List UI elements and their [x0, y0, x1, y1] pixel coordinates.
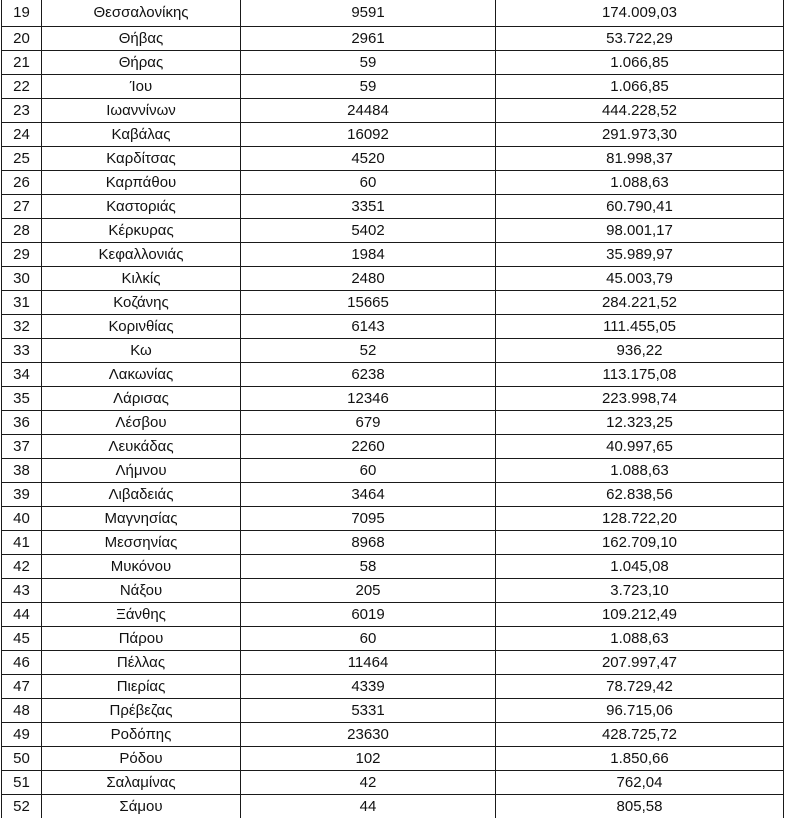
region-name-cell: Πάρου — [42, 627, 241, 651]
row-number-cell: 24 — [2, 123, 42, 147]
region-name-cell: Κέρκυρας — [42, 219, 241, 243]
count-cell: 2260 — [241, 435, 496, 459]
row-number-cell: 35 — [2, 387, 42, 411]
amount-cell: 428.725,72 — [496, 723, 784, 747]
region-name-cell: Ξάνθης — [42, 603, 241, 627]
table-row — [2, 483, 784, 507]
row-number-cell: 47 — [2, 675, 42, 699]
count-cell: 4520 — [241, 147, 496, 171]
table-row — [2, 459, 784, 483]
region-name-cell: Κορινθίας — [42, 315, 241, 339]
count-cell: 11464 — [241, 651, 496, 675]
amount-cell: 1.088,63 — [496, 171, 784, 195]
count-cell: 5402 — [241, 219, 496, 243]
row-number-cell: 46 — [2, 651, 42, 675]
amount-cell: 936,22 — [496, 339, 784, 363]
row-number-cell: 22 — [2, 75, 42, 99]
amount-cell: 113.175,08 — [496, 363, 784, 387]
table-row — [2, 147, 784, 171]
amount-cell: 111.455,05 — [496, 315, 784, 339]
row-number-cell: 44 — [2, 603, 42, 627]
row-number-cell: 32 — [2, 315, 42, 339]
amount-cell: 762,04 — [496, 771, 784, 795]
amount-cell: 40.997,65 — [496, 435, 784, 459]
region-name-cell: Ιωαννίνων — [42, 99, 241, 123]
row-number-cell: 50 — [2, 747, 42, 771]
amount-cell: 128.722,20 — [496, 507, 784, 531]
region-name-cell: Ρόδου — [42, 747, 241, 771]
row-number-cell: 23 — [2, 99, 42, 123]
amount-cell: 1.088,63 — [496, 627, 784, 651]
amount-cell: 162.709,10 — [496, 531, 784, 555]
table-row — [2, 531, 784, 555]
count-cell: 5331 — [241, 699, 496, 723]
region-name-cell: Κω — [42, 339, 241, 363]
count-cell: 6143 — [241, 315, 496, 339]
row-number-cell: 38 — [2, 459, 42, 483]
count-cell: 59 — [241, 75, 496, 99]
count-cell: 60 — [241, 459, 496, 483]
table-row — [2, 171, 784, 195]
amount-cell: 96.715,06 — [496, 699, 784, 723]
count-cell: 60 — [241, 627, 496, 651]
region-name-cell: Λακωνίας — [42, 363, 241, 387]
row-number-cell: 45 — [2, 627, 42, 651]
data-table — [1, 0, 784, 818]
count-cell: 2480 — [241, 267, 496, 291]
table-row — [2, 315, 784, 339]
amount-cell: 53.722,29 — [496, 27, 784, 51]
table-row — [2, 747, 784, 771]
row-number-cell: 26 — [2, 171, 42, 195]
region-name-cell: Λάρισας — [42, 387, 241, 411]
region-name-cell: Μυκόνου — [42, 555, 241, 579]
table-row — [2, 123, 784, 147]
region-name-cell: Νάξου — [42, 579, 241, 603]
region-name-cell: Κοζάνης — [42, 291, 241, 315]
table-row — [2, 507, 784, 531]
region-name-cell: Καρπάθου — [42, 171, 241, 195]
region-name-cell: Θεσσαλονίκης — [42, 0, 241, 27]
count-cell: 52 — [241, 339, 496, 363]
row-number-cell: 19 — [2, 0, 42, 27]
table-row — [2, 219, 784, 243]
count-cell: 58 — [241, 555, 496, 579]
count-cell: 12346 — [241, 387, 496, 411]
count-cell: 60 — [241, 171, 496, 195]
table-row — [2, 243, 784, 267]
amount-cell: 35.989,97 — [496, 243, 784, 267]
row-number-cell: 27 — [2, 195, 42, 219]
count-cell: 6238 — [241, 363, 496, 387]
count-cell: 44 — [241, 795, 496, 818]
amount-cell: 1.850,66 — [496, 747, 784, 771]
row-number-cell: 28 — [2, 219, 42, 243]
table-row — [2, 0, 784, 27]
region-name-cell: Λέσβου — [42, 411, 241, 435]
row-number-cell: 29 — [2, 243, 42, 267]
table-row — [2, 651, 784, 675]
table-body — [2, 0, 784, 818]
amount-cell: 62.838,56 — [496, 483, 784, 507]
count-cell: 3351 — [241, 195, 496, 219]
region-name-cell: Καβάλας — [42, 123, 241, 147]
region-name-cell: Λήμνου — [42, 459, 241, 483]
count-cell: 2961 — [241, 27, 496, 51]
count-cell: 102 — [241, 747, 496, 771]
amount-cell: 78.729,42 — [496, 675, 784, 699]
region-name-cell: Ίου — [42, 75, 241, 99]
row-number-cell: 21 — [2, 51, 42, 75]
table-row — [2, 51, 784, 75]
table-row — [2, 339, 784, 363]
table-row — [2, 195, 784, 219]
amount-cell: 1.066,85 — [496, 51, 784, 75]
count-cell: 205 — [241, 579, 496, 603]
count-cell: 9591 — [241, 0, 496, 27]
amount-cell: 1.066,85 — [496, 75, 784, 99]
count-cell: 3464 — [241, 483, 496, 507]
table-row — [2, 99, 784, 123]
count-cell: 4339 — [241, 675, 496, 699]
region-name-cell: Σάμου — [42, 795, 241, 818]
region-name-cell: Θήβας — [42, 27, 241, 51]
table-row — [2, 411, 784, 435]
region-name-cell: Καστοριάς — [42, 195, 241, 219]
table-row — [2, 555, 784, 579]
table-row — [2, 771, 784, 795]
row-number-cell: 48 — [2, 699, 42, 723]
count-cell: 6019 — [241, 603, 496, 627]
count-cell: 8968 — [241, 531, 496, 555]
row-number-cell: 39 — [2, 483, 42, 507]
row-number-cell: 52 — [2, 795, 42, 818]
row-number-cell: 34 — [2, 363, 42, 387]
amount-cell: 174.009,03 — [496, 0, 784, 27]
row-number-cell: 43 — [2, 579, 42, 603]
count-cell: 15665 — [241, 291, 496, 315]
amount-cell: 207.997,47 — [496, 651, 784, 675]
region-name-cell: Λιβαδειάς — [42, 483, 241, 507]
count-cell: 23630 — [241, 723, 496, 747]
amount-cell: 223.998,74 — [496, 387, 784, 411]
count-cell: 16092 — [241, 123, 496, 147]
region-name-cell: Πρέβεζας — [42, 699, 241, 723]
row-number-cell: 30 — [2, 267, 42, 291]
region-name-cell: Κιλκίς — [42, 267, 241, 291]
table-row — [2, 603, 784, 627]
table-row — [2, 27, 784, 51]
row-number-cell: 33 — [2, 339, 42, 363]
table-row — [2, 291, 784, 315]
row-number-cell: 31 — [2, 291, 42, 315]
amount-cell: 60.790,41 — [496, 195, 784, 219]
table-row — [2, 75, 784, 99]
table-row — [2, 723, 784, 747]
row-number-cell: 40 — [2, 507, 42, 531]
region-name-cell: Σαλαμίνας — [42, 771, 241, 795]
table-row — [2, 267, 784, 291]
table-row — [2, 699, 784, 723]
row-number-cell: 51 — [2, 771, 42, 795]
table-row — [2, 363, 784, 387]
region-name-cell: Μαγνησίας — [42, 507, 241, 531]
row-number-cell: 20 — [2, 27, 42, 51]
amount-cell: 109.212,49 — [496, 603, 784, 627]
amount-cell: 45.003,79 — [496, 267, 784, 291]
count-cell: 679 — [241, 411, 496, 435]
amount-cell: 12.323,25 — [496, 411, 784, 435]
table-row — [2, 435, 784, 459]
table-row — [2, 627, 784, 651]
table-row — [2, 795, 784, 818]
table-row — [2, 579, 784, 603]
table-row — [2, 387, 784, 411]
count-cell: 59 — [241, 51, 496, 75]
amount-cell: 805,58 — [496, 795, 784, 818]
count-cell: 42 — [241, 771, 496, 795]
amount-cell: 284.221,52 — [496, 291, 784, 315]
count-cell: 24484 — [241, 99, 496, 123]
row-number-cell: 42 — [2, 555, 42, 579]
amount-cell: 3.723,10 — [496, 579, 784, 603]
region-name-cell: Πέλλας — [42, 651, 241, 675]
region-name-cell: Πιερίας — [42, 675, 241, 699]
count-cell: 1984 — [241, 243, 496, 267]
amount-cell: 444.228,52 — [496, 99, 784, 123]
amount-cell: 1.045,08 — [496, 555, 784, 579]
row-number-cell: 36 — [2, 411, 42, 435]
amount-cell: 1.088,63 — [496, 459, 784, 483]
row-number-cell: 49 — [2, 723, 42, 747]
region-name-cell: Μεσσηνίας — [42, 531, 241, 555]
amount-cell: 98.001,17 — [496, 219, 784, 243]
amount-cell: 291.973,30 — [496, 123, 784, 147]
table-row — [2, 675, 784, 699]
row-number-cell: 25 — [2, 147, 42, 171]
count-cell: 7095 — [241, 507, 496, 531]
region-name-cell: Λευκάδας — [42, 435, 241, 459]
region-name-cell: Καρδίτσας — [42, 147, 241, 171]
region-name-cell: Θήρας — [42, 51, 241, 75]
region-name-cell: Κεφαλλονιάς — [42, 243, 241, 267]
row-number-cell: 41 — [2, 531, 42, 555]
amount-cell: 81.998,37 — [496, 147, 784, 171]
row-number-cell: 37 — [2, 435, 42, 459]
region-name-cell: Ροδόπης — [42, 723, 241, 747]
